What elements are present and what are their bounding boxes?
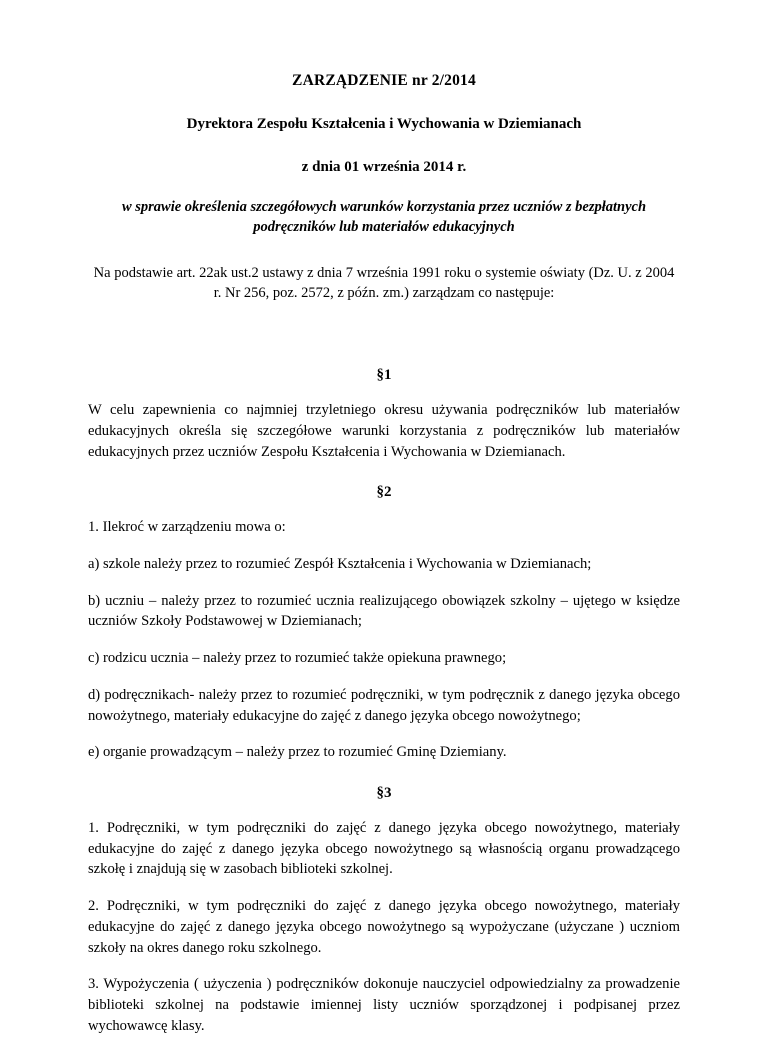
spacer (88, 323, 680, 367)
legal-basis-paragraph: Na podstawie art. 22ak ust.2 ustawy z dnia 7 września 1991 roku o systemie oświaty (Dz. U. z 2004 r. Nr 256, poz. 2572, z późn. zm.) zarządzam co następuje: (93, 265, 675, 302)
document-subtitle: Dyrektora Zespołu Kształcenia i Wychowania w Dziemianach (186, 116, 582, 132)
section-3-paragraph-3: 3. Wypożyczenia ( użyczenia ) podręczników dokonuje nauczyciel odpowiedzialny za prowadzenie biblioteki szkolnej na podstawie imiennej listy uczniów sporządzonej i podpisanej przez wychowawcę klasy. (88, 976, 680, 1034)
section-mark-3: §3 (376, 785, 392, 802)
section-mark-1: §1 (376, 367, 392, 384)
section-3-paragraph-1: 1. Podręczniki, w tym podręczniki do zajęć z danego języka obcego nowożytnego, materiały edukacyjne do zajęć z danego języka obcego nowożytnego są własnością organu prowadzącego szkołę i znajdują się w zasobach biblioteki szkolnej. (88, 820, 680, 878)
section-2-item-c: c) rodzicu ucznia – należy przez to rozumieć także opiekuna prawnego; (88, 650, 507, 667)
section-1-paragraph-1: W celu zapewnienia co najmniej trzyletniego okresu używania podręczników lub materiałów edukacyjnych określa się szczegółowe warunki korzystania z podręczników lub materiałów edukacyjnych przez uczniów Zespołu Kształcenia i Wychowania w Dziemianach. (88, 402, 680, 460)
section-mark-2: §2 (376, 484, 392, 501)
section-2-item-b: b) uczniu – należy przez to rozumieć ucznia realizującego obowiązek szkolny – ujętego w księdze uczniów Szkoły Podstawowej w Dziemianach; (88, 592, 680, 630)
document-scope: w sprawie określenia szczegółowych warunków korzystania przez uczniów z bezpłatnych podręczników lub materiałów edukacyjnych (121, 199, 647, 235)
section-2-item-e: e) organie prowadzącym – należy przez to rozumieć Gminę Dziemiany. (88, 744, 507, 761)
document-date: z dnia 01 września 2014 r. (301, 159, 467, 175)
section-2-paragraph-1: 1. Ilekroć w zarządzeniu mowa o: (88, 519, 286, 536)
document-title: ZARZĄDZENIE nr 2/2014 (292, 72, 476, 89)
section-2-item-a: a) szkole należy przez to rozumieć Zespół Kształcenia i Wychowania w Dziemianach; (88, 556, 592, 572)
section-2-item-d: d) podręcznikach- należy przez to rozumieć podręczniki, w tym podręcznik z danego języka obcego nowożytnego, materiały edukacyjne do zajęć z danego języka obcego nowożytnego; (88, 686, 680, 724)
section-3-paragraph-2: 2. Podręczniki, w tym podręczniki do zajęć z danego języka obcego nowożytnego, materiały edukacyjne do zajęć z danego języka obcego nowożytnego są wypożyczane (użyczane ) uczniom szkoły na okres danego roku szkolnego. (88, 898, 680, 956)
